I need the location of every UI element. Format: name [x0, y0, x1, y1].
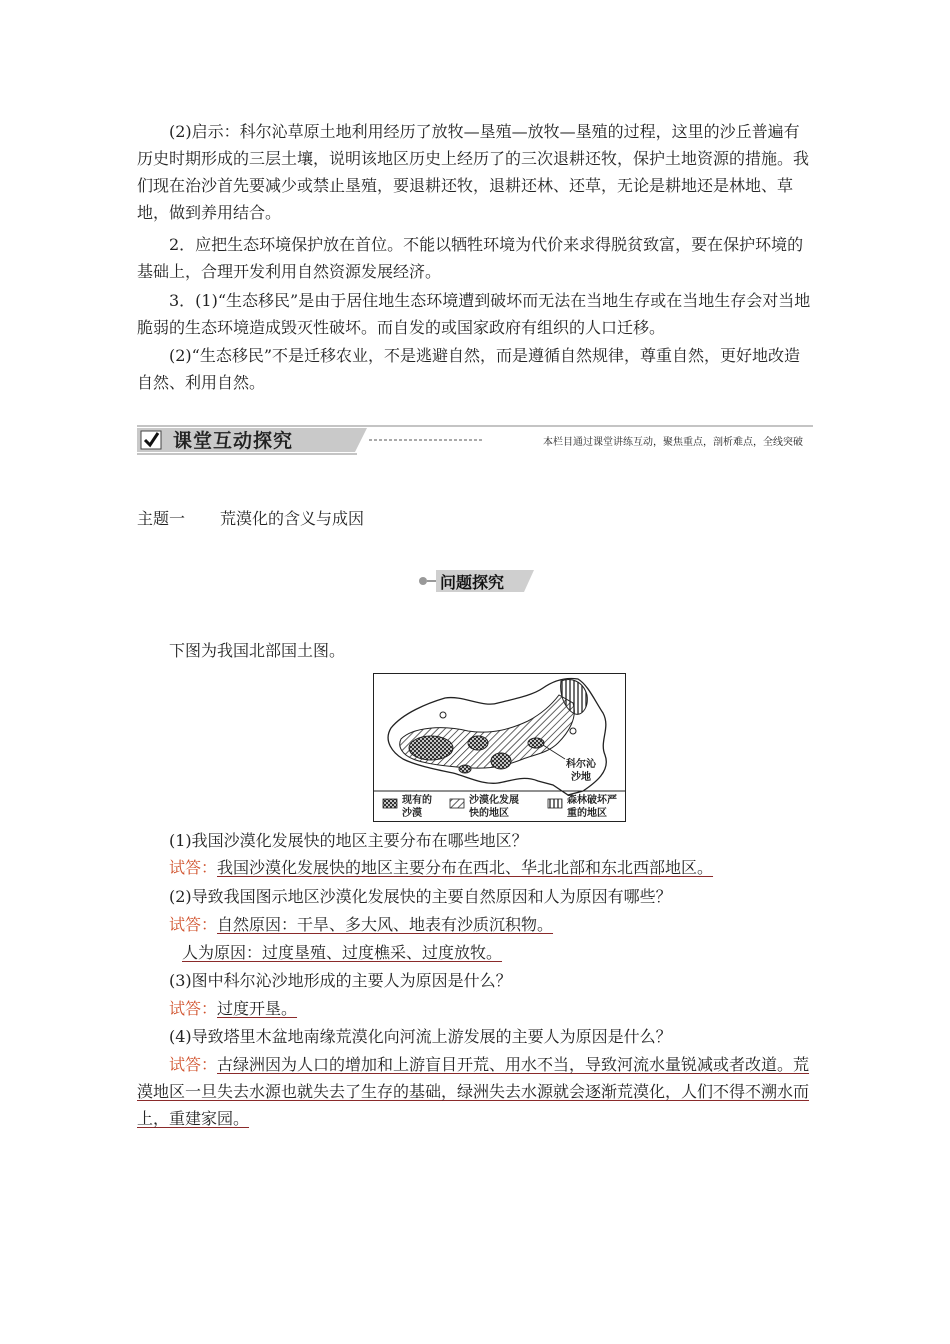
bullet-dot-icon	[419, 577, 427, 585]
answer-label: 试答：	[169, 1055, 218, 1074]
answer-text: 我国沙漠化发展快的地区主要分布在西北、华北北部和东北西部地区。	[217, 858, 714, 877]
paragraph-eco-migration-2: (2)“生态移民”不是迁移农业，不是逃避自然，而是遵循自然规律，尊重自然，更好地改造自然、利用自然。	[137, 346, 801, 392]
question-1: (1)我国沙漠化发展快的地区主要分布在哪些地区？	[169, 831, 528, 850]
legend-swatch-desert	[383, 799, 397, 808]
question-explore-tag	[418, 568, 536, 594]
desert-horqin	[528, 738, 544, 748]
banner-title: 课堂互动探究	[173, 430, 294, 452]
section-banner	[137, 424, 813, 456]
desert-taklimakan	[409, 736, 453, 760]
answer-text: 人为原因：过度垦殖、过度樵采、过度放牧。	[182, 943, 503, 962]
legend-desert-2: 沙漠	[402, 808, 422, 819]
legend-swatch-forest	[548, 799, 562, 808]
banner-subtitle: 本栏目通过课堂讲练互动，聚焦重点，剖析难点，全线突破	[543, 437, 803, 448]
north-china-map	[373, 673, 626, 822]
legend-desert-1: 现有的	[402, 795, 432, 806]
answer-text: 自然原因：干旱、多大风、地表有沙质沉积物。	[217, 915, 554, 934]
topic-title: 荒漠化的含义与成因	[220, 509, 365, 528]
question-2: (2)导致我国图示地区沙漠化发展快的主要自然原因和人为原因有哪些？	[169, 887, 672, 906]
horqin-label-2: 沙地	[571, 772, 591, 783]
paragraph-enlightenment: (2)启示：科尔沁草原土地利用经历了放牧—垦殖—放牧—垦殖的过程，这里的沙丘普遍有历史时期形成的三层土壤，说明该地区历史上经历了的三次退耕还牧，保护土地资源的措施。我们现在治沙首先要减少或禁止垦殖，要退耕还牧，退耕还林、还草，无论是耕地还是林地、草地，做到养用结合。	[137, 122, 810, 222]
answer-text: 过度开垦。	[217, 999, 298, 1018]
answer-1	[137, 854, 813, 881]
legend-swatch-desertification	[450, 799, 464, 808]
question-3: (3)图中科尔沁沙地形成的主要人为原因是什么？	[169, 971, 512, 990]
answer-2b	[182, 939, 813, 966]
answer-label: 试答：	[169, 915, 218, 934]
horqin-label-1: 科尔沁	[566, 759, 596, 770]
desert-ordos	[491, 753, 511, 769]
answer-text: 古绿洲因为人口的增加和上游盲目开荒、用水不当，导致河流水量锐减或者改道。荒漠地区一旦失去水源也就失去了生存的基础，绿洲失去水源就会逐渐荒漠化，人们不得不溯水而上，重建家园。	[137, 1055, 810, 1128]
desert-badain	[468, 736, 488, 750]
desert-small	[459, 765, 471, 773]
question-4: (4)导致塔里木盆地南缘荒漠化向河流上游发展的主要人为原因是什么？	[169, 1027, 672, 1046]
paragraph-ecology-priority: 2．应把生态环境保护放在首位。不能以牺牲环境为代价来求得脱贫致富，要在保护环境的基础上，合理开发利用自然资源发展经济。	[137, 235, 804, 281]
legend-desertification-1: 沙漠化发展	[469, 795, 519, 806]
answer-2	[137, 911, 813, 938]
legend-forest-2: 重的地区	[567, 808, 607, 819]
paragraph-eco-migration-1: 3．(1)“生态移民”是由于居住地生态环境遭到破坏而无法在当地生存或在当地生存会对当地脆弱的生态环境造成毁灭性破坏。而自发的或国家政府有组织的人口迁移。	[137, 291, 811, 337]
answer-3	[137, 995, 813, 1022]
legend-desertification-2: 快的地区	[469, 808, 509, 819]
map-intro: 下图为我国北部国土图。	[169, 641, 346, 660]
answer-label: 试答：	[169, 999, 218, 1018]
legend-forest-1: 森林破坏严	[567, 795, 617, 806]
answer-label: 试答：	[169, 858, 218, 877]
tag-label: 问题探究	[440, 573, 505, 592]
topic-number: 主题一	[137, 509, 186, 528]
answer-4	[137, 1051, 813, 1132]
